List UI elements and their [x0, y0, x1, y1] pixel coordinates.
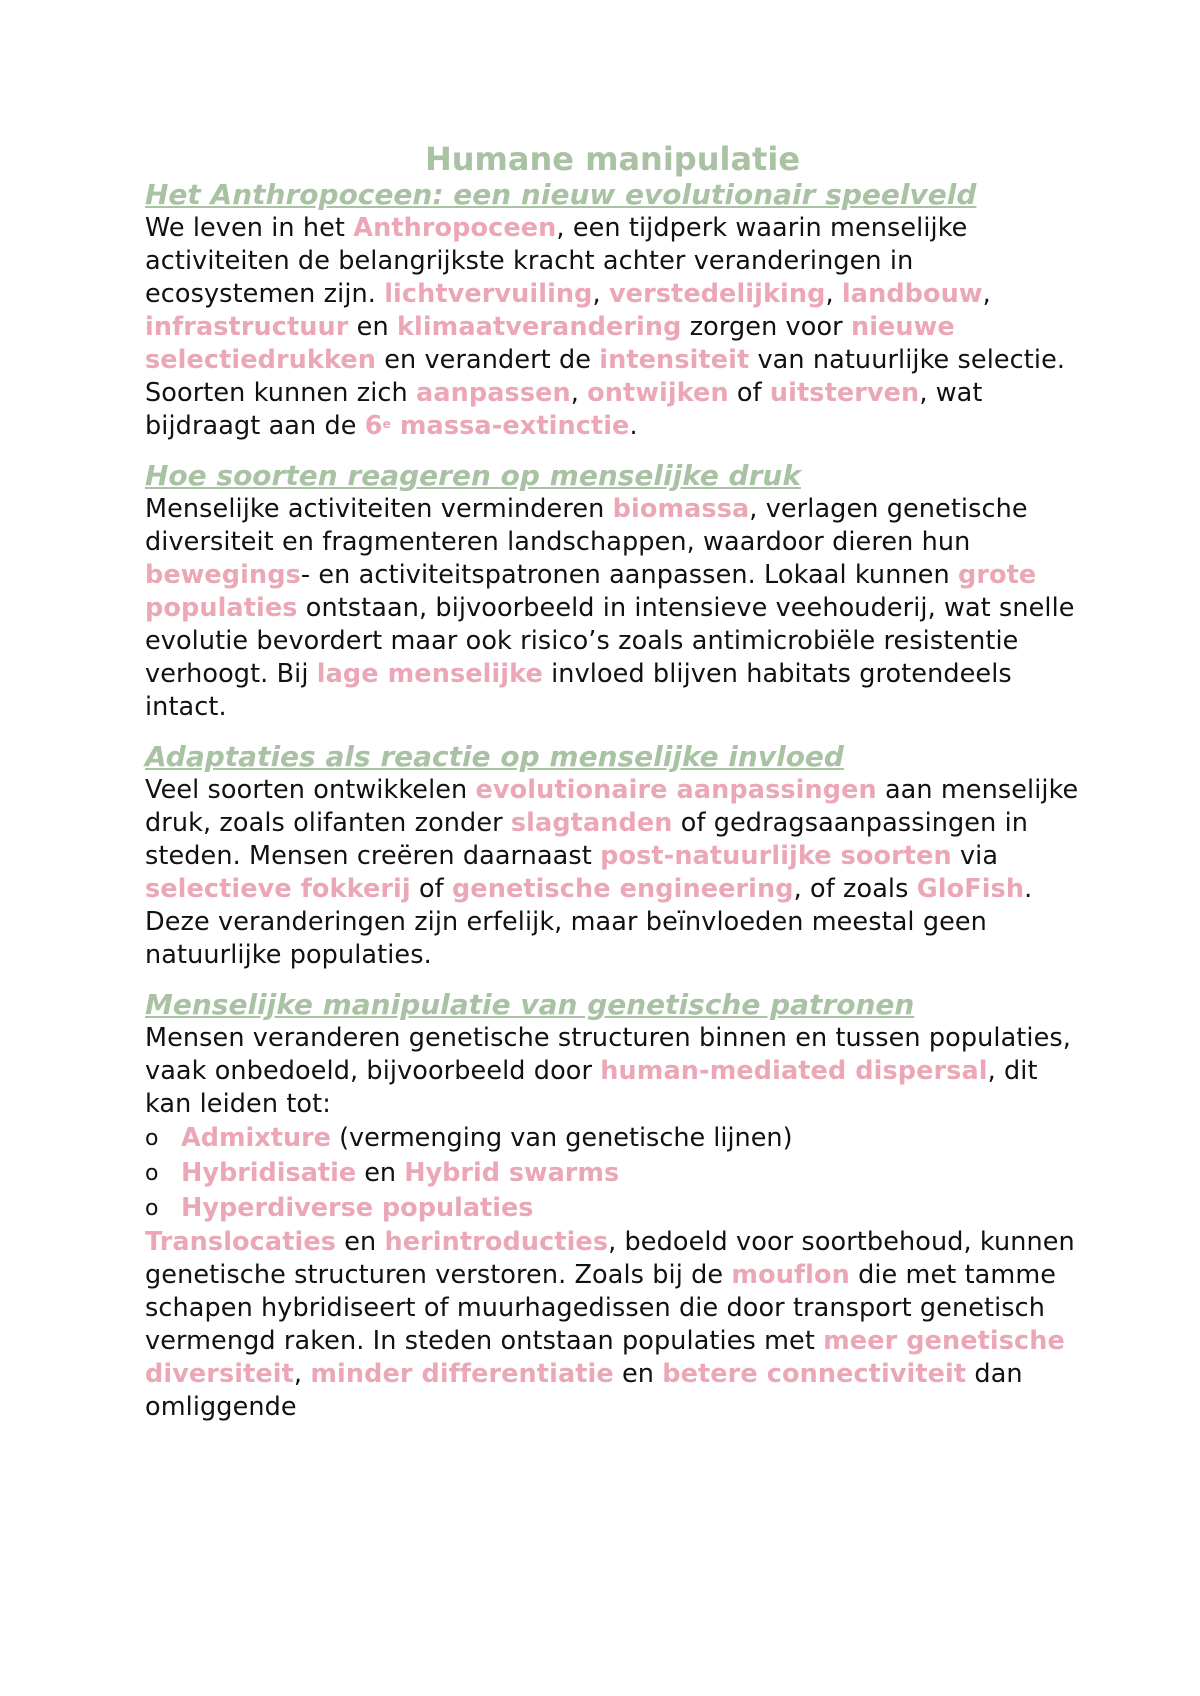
highlight-term: evolutionaire aanpassingen	[475, 775, 877, 805]
highlight-term: betere connectiviteit	[662, 1359, 967, 1389]
text: , dit kan leiden tot:	[145, 1056, 1038, 1119]
text: zorgen voor	[681, 312, 851, 342]
highlight-term: 6	[364, 411, 383, 441]
highlight-term: biomassa	[612, 494, 750, 524]
section-heading-genetische-patronen: Menselijke manipulatie van genetische patronen	[145, 988, 915, 1021]
text: en	[356, 1158, 405, 1188]
text: van natuurlijke selectie. Soorten kunnen zich	[145, 345, 1066, 408]
paragraph-adaptaties	[145, 774, 1080, 972]
bullet-marker: o	[145, 1126, 159, 1151]
highlight-term: aanpassen	[416, 378, 571, 408]
highlight-term: nieuwe selectiedrukken	[145, 312, 955, 375]
text: We leven in het	[145, 213, 354, 243]
highlight-term: Hyperdiverse populaties	[181, 1193, 534, 1223]
text: invloed blijven habitats grotendeels intact.	[145, 659, 1012, 722]
text: en	[348, 312, 397, 342]
bullet-list	[145, 1121, 1080, 1226]
highlight-term: mouflon	[731, 1260, 850, 1290]
highlight-term: Translocaties	[145, 1227, 336, 1257]
highlight-term: verstedelijking	[608, 279, 826, 309]
text: en verandert de	[376, 345, 600, 375]
text: of	[728, 378, 770, 408]
text: ontstaan, bijvoorbeeld in intensieve veehouderij, wat snelle evolutie bevordert maar ook risico’s zoals antimicrobiële resistentie verhoogt. Bij	[145, 593, 1075, 689]
section-heading-anthropoceen: Het Anthropoceen: een nieuw evolutionair speelveld	[145, 178, 977, 211]
section-heading-menselijke-druk: Hoe soorten reageren op menselijke druk	[145, 459, 801, 492]
text: (vermenging van genetische lijnen)	[330, 1123, 793, 1153]
highlight-term: Admixture	[181, 1123, 331, 1153]
text: , wat bijdraagt aan de	[145, 378, 983, 441]
highlight-term: klimaatverandering	[396, 312, 682, 342]
page-title: Humane manipulatie	[424, 140, 801, 178]
highlight-term: ontwijken	[587, 378, 729, 408]
text: die met tamme schapen hybridiseert of muurhagedissen die door transport genetisch vermengd raken. In steden ontstaan populaties met	[145, 1260, 1057, 1356]
highlight-term: massa-extinctie	[390, 411, 630, 441]
text: , bedoeld voor soortbehoud, kunnen genetische structuren verstoren. Zoals bij de	[145, 1227, 1075, 1290]
highlight-term: Hybridisatie	[181, 1158, 357, 1188]
document-page	[145, 140, 1080, 1424]
list-item	[145, 1121, 1080, 1156]
highlight-term: GloFish	[916, 874, 1025, 904]
bullet-marker: o	[145, 1196, 159, 1221]
highlight-term: meer genetische diversiteit	[145, 1326, 1065, 1389]
text: Veel soorten ontwikkelen	[145, 775, 476, 805]
text: .	[629, 411, 638, 441]
text: aan menselijke druk, zoals olifanten zonder	[145, 775, 1079, 838]
highlight-term: lichtvervuiling	[384, 279, 593, 309]
text: , een tijdperk waarin menselijke activiteiten de belangrijkste kracht achter veranderingen in ecosystemen zijn.	[145, 213, 968, 309]
bullet-marker: o	[145, 1161, 159, 1186]
highlight-term: slagtanden	[510, 808, 673, 838]
section-heading-adaptaties: Adaptaties als reactie op menselijke invloed	[145, 740, 844, 773]
text: ,	[570, 378, 588, 408]
highlight-term: infrastructuur	[145, 312, 349, 342]
text: , of zoals	[793, 874, 917, 904]
list-item	[145, 1156, 1080, 1191]
highlight-term: bewegings	[145, 560, 301, 590]
text: ,	[982, 279, 991, 309]
text: Menselijke activiteiten verminderen	[145, 494, 613, 524]
highlight-term: grote populaties	[145, 560, 1037, 623]
text: of gedragsaanpassingen in steden. Mensen creëren daarnaast	[145, 808, 1029, 871]
highlight-term: human-mediated dispersal	[600, 1056, 988, 1086]
paragraph-anthropoceen	[145, 212, 1080, 443]
highlight-term: Hybrid swarms	[404, 1158, 620, 1188]
text: - en activiteitspatronen aanpassen. Lokaal kunnen	[300, 560, 958, 590]
highlight-term: selectieve fokkerij	[145, 874, 411, 904]
superscript: e	[382, 417, 391, 431]
text: en	[613, 1359, 663, 1389]
text: of	[410, 874, 452, 904]
highlight-term: uitsterven	[769, 378, 920, 408]
paragraph-menselijke-druk	[145, 493, 1080, 724]
text: via	[951, 841, 999, 871]
paragraph-genetische-patronen	[145, 1022, 1080, 1121]
paragraph-translocaties	[145, 1226, 1080, 1424]
text: Mensen veranderen genetische structuren binnen en tussen populaties, vaak onbedoeld, bijvoorbeeld door	[145, 1023, 1071, 1086]
list-item	[145, 1191, 1080, 1226]
text: , verlagen genetische diversiteit en fragmenteren landschappen, waardoor dieren hun	[145, 494, 1028, 557]
text: en	[336, 1227, 385, 1257]
highlight-term: landbouw	[841, 279, 983, 309]
text: ,	[825, 279, 842, 309]
highlight-term: genetische engineering	[451, 874, 794, 904]
text: . Deze veranderingen zijn erfelijk, maar beïnvloeden meestal geen natuurlijke populaties.	[145, 874, 1033, 970]
highlight-term: lage menselijke	[316, 659, 543, 689]
text: ,	[293, 1359, 311, 1389]
highlight-term: Anthropoceen	[353, 213, 557, 243]
highlight-term: post-natuurlijke soorten	[600, 841, 952, 871]
highlight-term: herintroducties	[384, 1227, 609, 1257]
highlight-term: intensiteit	[599, 345, 750, 375]
highlight-term: minder differentiatie	[310, 1359, 614, 1389]
text: ,	[592, 279, 609, 309]
text: dan omliggende	[145, 1359, 1023, 1422]
